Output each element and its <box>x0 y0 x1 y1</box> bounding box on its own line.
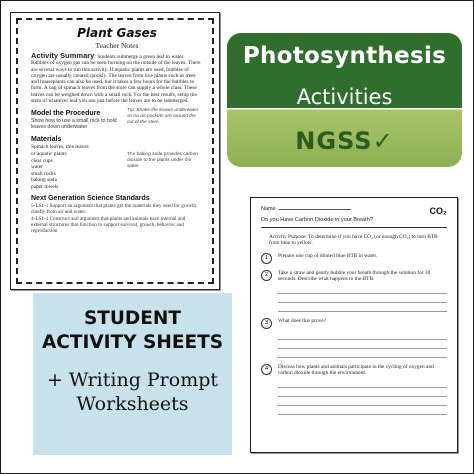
materials-section <box>31 134 203 190</box>
summary-label: Activity Summary <box>31 51 95 60</box>
list-item: water <box>31 164 43 171</box>
step-text: What does this prove? <box>278 317 327 324</box>
step-text: Prepare one cup of diluted blue BTB in water. <box>278 252 378 259</box>
answer-line <box>278 406 447 415</box>
ngss-item: 4-LS1-1 Construct and argument that plants and animals have internal and external structures that function to support survival, growth, behavior and reproduction <box>31 215 186 234</box>
doc-subtitle: Teacher Notes <box>95 41 139 50</box>
summary-text: : Students submerge a green leaf in water. Bubbles of oxygen gas can be seen forming on the outside of the leaves. There are several ways to run this activity. If aquatic plants are used, bubbles of oxygen are usually created quickly. The leaves from live plants such as trees and houseplants can also be used, but it takes a few hours for the bubbles to form. A bag of spinach leaves from the store can supply a whole class. These leaves can be weighed down with a small rock. For the best results, setup the stem of whatever leaf you use just before the leaves are to be submerged. <box>31 54 201 105</box>
answer-line <box>278 397 447 406</box>
answer-line <box>278 294 447 303</box>
step-text: Take a straw and gently bubble your breath through the solution for 30 seconds. Describe what happens to the BTB. <box>278 269 431 283</box>
step-text: Discuss how plants and animals participate in the cycling of oxygen and carbon dioxide through the environment. <box>278 363 434 377</box>
step-number: 4 <box>261 364 272 375</box>
list-item: clear cups <box>31 157 53 164</box>
banner-title: Photosynthesis <box>242 43 447 69</box>
name-label: Name <box>261 206 276 212</box>
answer-lines <box>278 379 447 415</box>
card-line: Worksheets <box>76 393 189 415</box>
materials-list <box>31 144 121 190</box>
answer-line <box>278 388 447 397</box>
title-banner <box>227 33 462 167</box>
card-line: ACTIVITY SHEETS <box>41 332 224 353</box>
card-line: + Writing Prompt <box>46 369 219 391</box>
answer-line <box>278 303 447 312</box>
step-number: 1 <box>261 253 272 264</box>
step-item <box>261 270 447 283</box>
answer-line <box>278 331 447 340</box>
name-field <box>261 206 351 212</box>
co2-label: CO₂ <box>429 206 447 216</box>
materials-heading: Materials <box>31 136 62 144</box>
answer-lines <box>278 331 447 358</box>
worksheet-question: Do you Have Carbon Dioxide in your Breath? <box>261 217 447 228</box>
list-item: paper towels <box>31 183 59 190</box>
answer-line <box>278 285 447 294</box>
card-heading <box>33 307 232 355</box>
ngss-item: 5-LS1-1 Support an argument that plants get the materials they need for growth chiefly from air and water. <box>31 202 196 215</box>
teacher-notes-page <box>10 12 220 290</box>
banner-subtitle: Activities <box>296 85 393 109</box>
list-item: small rocks <box>31 170 56 177</box>
name-line <box>279 209 351 210</box>
step-number: 3 <box>261 318 272 329</box>
model-section <box>31 108 203 130</box>
model-heading: Model the Procedure <box>31 110 101 118</box>
ngss-badge: NGSS✓ <box>295 127 394 155</box>
answer-line <box>278 379 447 388</box>
answer-line <box>278 340 447 349</box>
activity-summary <box>31 53 203 104</box>
answer-line <box>278 349 447 358</box>
step-item <box>261 253 447 264</box>
step-item <box>261 318 447 329</box>
activity-purpose: Activity Purpose: To determine if you have CO₂ (or enough CO₂) to turn BTB from blue to yellow. <box>269 234 438 247</box>
list-item: Spinach leaves, tree leaves <box>31 144 89 151</box>
baking-soda-note: The baking soda provides carbon dioxide to the plants under the water. <box>127 152 198 169</box>
doc-title: Plant Gases <box>77 26 157 40</box>
ngss-heading: Next Generation Science Standards <box>31 194 150 202</box>
tip-text: Tip: Shake the leaves underwater so no air-pockets are around the cut of the stem. <box>127 108 199 125</box>
list-item: or aquatic plants <box>31 150 67 157</box>
card-line: STUDENT <box>83 308 182 329</box>
dashed-border <box>16 18 214 284</box>
student-activity-card <box>33 293 232 455</box>
list-item: baking soda <box>31 177 57 184</box>
step-number: 2 <box>261 270 272 281</box>
step-item <box>261 364 447 377</box>
answer-lines <box>278 285 447 312</box>
student-worksheet-page <box>250 197 458 453</box>
card-subheading <box>33 368 232 416</box>
model-text: Show how to use a small rock to hold leaves down underwater <box>31 118 117 131</box>
